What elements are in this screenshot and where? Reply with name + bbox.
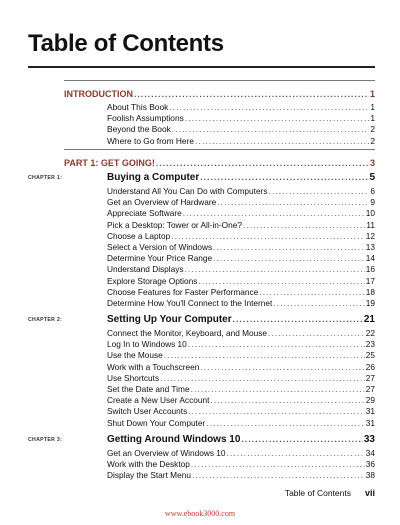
dot-leader (156, 159, 369, 168)
dot-leader (213, 243, 365, 253)
toc-subentry[interactable] (107, 113, 375, 124)
title-rule (28, 66, 375, 68)
dot-leader (188, 340, 365, 350)
dot-leader (268, 329, 365, 339)
chapter-label: CHAPTER 1: (28, 175, 63, 181)
dot-leader (241, 435, 362, 444)
chapter-2-block (28, 314, 375, 429)
chapter-2-subentries (107, 328, 375, 429)
toc-subentry[interactable] (107, 362, 375, 373)
chapter-title: Buying a Computer (107, 172, 200, 183)
toc-subentry-page: 34 (365, 448, 375, 458)
toc-entry-label: PART 1: GET GOING! (64, 158, 155, 168)
toc-subentry-label: Where to Go from Here (107, 135, 195, 146)
toc-entry-label: INTRODUCTION (64, 89, 133, 99)
toc-subentry-label: Log In to Windows 10 (107, 339, 187, 350)
chapter-1-block (28, 172, 375, 309)
toc-subentry-page: 38 (365, 470, 375, 481)
dot-leader (134, 90, 369, 99)
toc-subentry[interactable] (107, 406, 375, 417)
toc-subentry-page: 2 (370, 135, 375, 146)
toc-subentry-page: 2 (370, 124, 375, 135)
toc-subentry[interactable] (107, 186, 375, 197)
toc-subentry-page: 10 (365, 208, 375, 219)
toc-subentry-page: 12 (365, 230, 375, 241)
toc-subentry-label: Display the Start Menu (107, 470, 191, 481)
dot-leader (191, 385, 365, 395)
toc-subentry[interactable] (107, 298, 375, 309)
toc-subentry-page: 19 (365, 298, 375, 309)
toc-subentry[interactable] (107, 136, 375, 147)
dot-leader (183, 209, 365, 219)
toc-subentry[interactable] (107, 231, 375, 242)
dot-leader (188, 407, 365, 417)
toc-subentry-page: 6 (370, 186, 375, 196)
toc-subentry-label: About This Book (107, 102, 169, 112)
toc-subentry-label: Appreciate Software (107, 208, 182, 219)
toc-subentry-label: Choose a Laptop (107, 230, 171, 241)
toc-chapter-entry[interactable] (107, 172, 375, 183)
toc-subentry-label: Understand Displays (107, 264, 184, 275)
dot-leader (172, 125, 370, 135)
toc-subentry[interactable] (107, 287, 375, 298)
toc-subentry-page: 31 (365, 417, 375, 428)
dot-leader (169, 103, 369, 113)
toc-subentry-page: 22 (365, 328, 375, 338)
dot-leader (227, 449, 365, 459)
toc-entry-part-1[interactable] (64, 158, 375, 168)
section-divider (64, 80, 375, 81)
toc-entry-page: 1 (369, 89, 375, 99)
dot-leader (164, 351, 365, 361)
toc-subentry-label: Choose Features for Faster Performance (107, 286, 259, 297)
toc-subentry-label: Pick a Desktop: Tower or All-in-One? (107, 219, 242, 230)
intro-section (64, 80, 375, 147)
toc-subentry[interactable] (107, 418, 375, 429)
toc-subentry[interactable] (107, 373, 375, 384)
chapter-label: CHAPTER 2: (28, 317, 63, 323)
chapter-3-subentries (107, 448, 375, 482)
toc-subentry[interactable] (107, 459, 375, 470)
toc-subentry-page: 26 (365, 361, 375, 372)
toc-subentry-page: 1 (370, 102, 375, 112)
toc-subentry-label: Determine How You'll Connect to the Internet (107, 298, 273, 309)
toc-subentry-page: 17 (365, 275, 375, 286)
page-footer (285, 488, 375, 498)
toc-subentry-label: Use the Mouse (107, 350, 163, 361)
toc-subentry-page: 1 (370, 113, 375, 124)
chapter-title: Setting Up Your Computer (107, 314, 232, 325)
toc-subentry-label: Get an Overview of Hardware (107, 197, 217, 208)
toc-subentry[interactable] (107, 208, 375, 219)
toc-subentry-label: Explore Storage Options (107, 275, 198, 286)
toc-subentry-label: Create a New User Account (107, 395, 210, 406)
dot-leader (269, 187, 370, 197)
toc-subentry-page: 13 (365, 242, 375, 253)
toc-subentry-label: Connect the Monitor, Keyboard, and Mouse (107, 328, 268, 338)
toc-chapter-entry[interactable] (107, 314, 375, 325)
toc-subentry-label: Use Shortcuts (107, 372, 160, 383)
toc-subentry[interactable] (107, 102, 375, 113)
toc-subentry-page: 27 (365, 384, 375, 395)
toc-subentry-label: Understand All You Can Do with Computers (107, 186, 268, 196)
dot-leader (160, 374, 365, 384)
chapter-page: 33 (363, 434, 375, 445)
toc-subentry[interactable] (107, 276, 375, 287)
dot-leader (259, 288, 365, 298)
toc-subentry[interactable] (107, 253, 375, 264)
toc-subentry-label: Switch User Accounts (107, 406, 188, 417)
dot-leader (171, 232, 365, 242)
dot-leader (185, 265, 365, 275)
toc-subentry[interactable] (107, 448, 375, 459)
chapter-3-block (28, 434, 375, 482)
dot-leader (206, 419, 365, 429)
toc-subentry-label: Determine Your Price Range (107, 253, 213, 264)
toc-chapter-entry[interactable] (107, 434, 375, 445)
toc-subentry-page: 16 (365, 264, 375, 275)
dot-leader (200, 173, 368, 182)
toc-entry-introduction[interactable] (64, 89, 375, 99)
chapter-title: Getting Around Windows 10 (107, 434, 241, 445)
dot-leader (200, 363, 364, 373)
toc-subentry[interactable] (107, 242, 375, 253)
chapter-page: 21 (363, 314, 375, 325)
chapter-1-subentries (107, 186, 375, 309)
intro-subentries (107, 102, 375, 147)
toc-subentry-page: 31 (365, 406, 375, 417)
dot-leader (213, 254, 365, 264)
dot-leader (192, 471, 365, 481)
toc-subentry-page: 11 (366, 219, 375, 230)
toc-entry-page: 3 (369, 158, 375, 168)
toc-subentry[interactable] (107, 470, 375, 481)
toc-subentry[interactable] (107, 328, 375, 339)
toc-subentry-label: Foolish Assumptions (107, 113, 184, 124)
dot-leader (185, 114, 370, 124)
watermark: www.ebook3000.com (164, 509, 236, 518)
toc-subentry-label: Shut Down Your Computer (107, 417, 206, 428)
toc-subentry-page: 29 (365, 395, 375, 406)
toc-subentry[interactable] (107, 395, 375, 406)
part1-section (64, 149, 375, 168)
page-title: Table of Contents (28, 30, 224, 57)
dot-leader (273, 299, 364, 309)
toc-subentry-page: 9 (370, 197, 375, 208)
toc-subentry-label: Select a Version of Windows (107, 242, 213, 253)
toc-subentry-label: Beyond the Book (107, 124, 171, 135)
toc-subentry[interactable] (107, 124, 375, 135)
toc-subentry[interactable] (107, 220, 375, 231)
dot-leader (217, 198, 369, 208)
footer-label: Table of Contents (284, 488, 351, 498)
toc-subentry-page: 36 (365, 459, 375, 470)
toc-subentry[interactable] (107, 350, 375, 361)
dot-leader (198, 277, 364, 287)
dot-leader (195, 137, 369, 147)
toc-subentry-label: Set the Date and Time (107, 384, 190, 395)
toc-subentry-page: 27 (365, 372, 375, 383)
toc-subentry-label: Work with a Touchscreen (107, 361, 200, 372)
dot-leader (243, 221, 365, 231)
toc-subentry-page: 14 (365, 253, 375, 264)
toc-subentry[interactable] (107, 264, 375, 275)
dot-leader (210, 396, 364, 406)
dot-leader (191, 460, 365, 470)
toc-subentry-page: 18 (365, 286, 375, 297)
toc-subentry[interactable] (107, 197, 375, 208)
chapter-page: 5 (369, 172, 375, 183)
toc-subentry-label: Get an Overview of Windows 10 (107, 448, 226, 458)
section-divider (64, 149, 375, 150)
toc-subentry[interactable] (107, 339, 375, 350)
dot-leader (233, 315, 363, 324)
chapter-label: CHAPTER 3: (28, 437, 63, 443)
footer-page-number: vii (364, 488, 375, 498)
toc-subentry-label: Work with the Desktop (107, 459, 190, 470)
toc-subentry[interactable] (107, 384, 375, 395)
toc-subentry-page: 23 (365, 339, 375, 350)
toc-subentry-page: 25 (365, 350, 375, 361)
